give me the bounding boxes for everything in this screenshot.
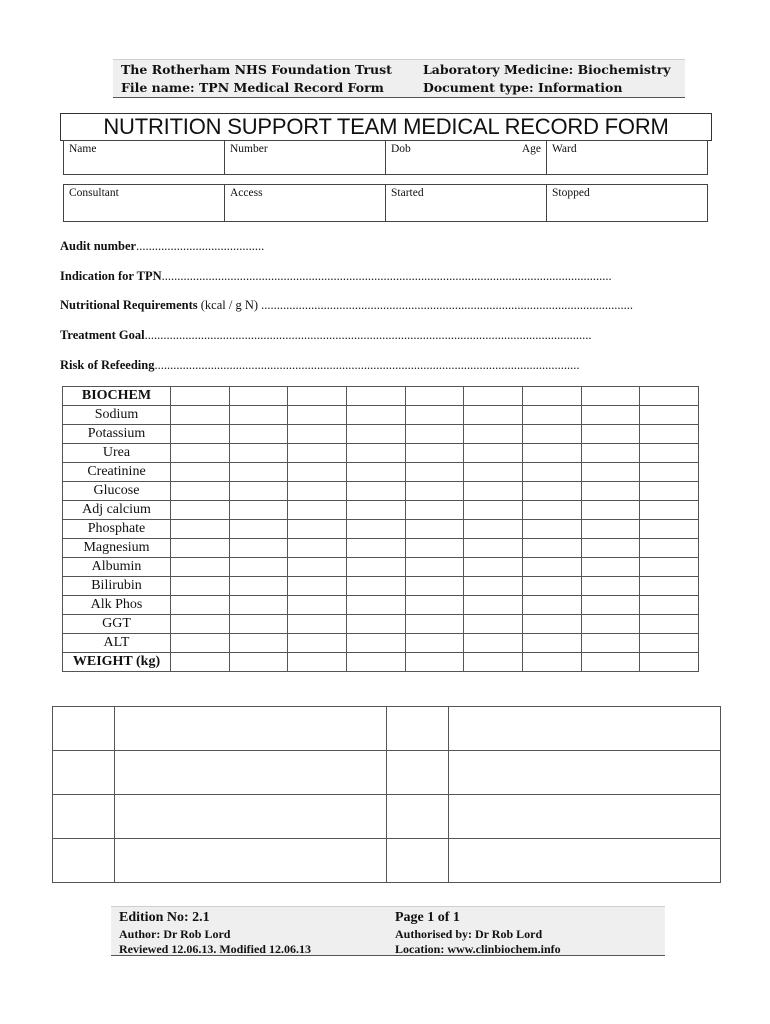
edition-number: Edition No: 2.1 xyxy=(119,910,210,925)
biochem-value-cell[interactable] xyxy=(464,596,523,615)
biochem-value-cell[interactable] xyxy=(405,615,464,634)
biochem-value-cell[interactable] xyxy=(346,501,405,520)
biochem-row xyxy=(63,653,699,672)
biochem-row xyxy=(63,615,699,634)
biochem-value-cell[interactable] xyxy=(288,425,347,444)
biochem-header: BIOCHEM xyxy=(63,387,171,406)
dob-label: Dob xyxy=(391,143,411,155)
biochem-value-cell[interactable] xyxy=(171,596,230,615)
notes-date-cell[interactable] xyxy=(53,839,115,883)
biochem-value-cell[interactable] xyxy=(640,653,699,672)
biochem-value-cell[interactable] xyxy=(405,387,464,406)
name-field[interactable] xyxy=(64,141,225,175)
biochem-value-cell[interactable] xyxy=(229,596,288,615)
access-field[interactable] xyxy=(225,185,386,222)
biochem-value-cell[interactable] xyxy=(288,539,347,558)
biochem-value-cell[interactable] xyxy=(229,425,288,444)
biochem-value-cell[interactable] xyxy=(581,558,640,577)
biochem-row xyxy=(63,539,699,558)
biochem-value-cell[interactable] xyxy=(171,425,230,444)
biochem-value-cell[interactable] xyxy=(288,634,347,653)
risk-of-refeeding-line[interactable] xyxy=(60,357,579,373)
notes-row xyxy=(53,839,721,883)
biochem-value-cell[interactable] xyxy=(288,615,347,634)
biochem-value-cell[interactable] xyxy=(229,653,288,672)
biochem-value-cell[interactable] xyxy=(346,425,405,444)
notes-entry-cell[interactable] xyxy=(115,751,387,795)
notes-date-cell[interactable] xyxy=(387,795,449,839)
biochem-value-cell[interactable] xyxy=(464,482,523,501)
biochem-value-cell[interactable] xyxy=(464,444,523,463)
biochem-value-cell[interactable] xyxy=(405,634,464,653)
biochem-value-cell[interactable] xyxy=(522,387,581,406)
document-footer xyxy=(111,906,665,956)
biochem-value-cell[interactable] xyxy=(229,501,288,520)
biochem-value-cell[interactable] xyxy=(464,577,523,596)
biochem-value-cell[interactable] xyxy=(464,558,523,577)
notes-entry-cell[interactable] xyxy=(115,707,387,751)
biochem-value-cell[interactable] xyxy=(346,463,405,482)
biochem-value-cell[interactable] xyxy=(405,425,464,444)
patient-info-table-2 xyxy=(63,184,708,222)
biochem-value-cell[interactable] xyxy=(640,539,699,558)
notes-row xyxy=(53,707,721,751)
audit-number-line[interactable] xyxy=(60,238,264,254)
biochem-row-label: Urea xyxy=(63,444,171,463)
footer-right xyxy=(395,909,561,957)
nutritional-requirements-line[interactable] xyxy=(60,297,633,313)
indication-dots: ................................................................................................................................................ xyxy=(161,269,612,283)
biochem-value-cell[interactable] xyxy=(288,387,347,406)
biochem-value-cell[interactable] xyxy=(522,615,581,634)
biochem-value-cell[interactable] xyxy=(171,501,230,520)
biochem-value-cell[interactable] xyxy=(288,463,347,482)
biochem-value-cell[interactable] xyxy=(581,634,640,653)
biochem-value-cell[interactable] xyxy=(522,463,581,482)
dob-field[interactable] xyxy=(386,141,547,175)
author: Author: Dr Rob Lord xyxy=(119,927,231,941)
treatment-goal-label: Treatment Goal xyxy=(60,328,145,342)
biochem-value-cell[interactable] xyxy=(640,558,699,577)
document-type: Document type: Information xyxy=(423,80,623,95)
biochem-value-cell[interactable] xyxy=(346,596,405,615)
biochem-row-label: Phosphate xyxy=(63,520,171,539)
biochem-value-cell[interactable] xyxy=(522,520,581,539)
biochem-value-cell[interactable] xyxy=(522,425,581,444)
biochem-value-cell[interactable] xyxy=(464,501,523,520)
biochem-value-cell[interactable] xyxy=(171,653,230,672)
biochem-value-cell[interactable] xyxy=(640,425,699,444)
biochem-row-label: Magnesium xyxy=(63,539,171,558)
biochem-value-cell[interactable] xyxy=(229,520,288,539)
name-label: Name xyxy=(69,143,97,155)
started-label: Started xyxy=(391,187,424,199)
biochem-row-label: Potassium xyxy=(63,425,171,444)
biochem-value-cell[interactable] xyxy=(405,577,464,596)
biochem-value-cell[interactable] xyxy=(229,558,288,577)
biochem-value-cell[interactable] xyxy=(405,520,464,539)
biochem-value-cell[interactable] xyxy=(346,444,405,463)
biochem-value-cell[interactable] xyxy=(171,634,230,653)
biochem-row-label: GGT xyxy=(63,615,171,634)
biochem-value-cell[interactable] xyxy=(640,577,699,596)
age-label: Age xyxy=(521,143,541,155)
notes-date-cell[interactable] xyxy=(387,707,449,751)
biochem-row-label: Bilirubin xyxy=(63,577,171,596)
notes-date-cell[interactable] xyxy=(387,839,449,883)
consultant-label: Consultant xyxy=(69,187,119,199)
biochem-value-cell[interactable] xyxy=(171,444,230,463)
biochem-value-cell[interactable] xyxy=(171,539,230,558)
biochem-row-label: ALT xyxy=(63,634,171,653)
biochem-value-cell[interactable] xyxy=(229,444,288,463)
department: Laboratory Medicine: Biochemistry xyxy=(423,62,671,77)
biochem-value-cell[interactable] xyxy=(405,406,464,425)
consultant-field[interactable] xyxy=(64,185,225,222)
biochem-value-cell[interactable] xyxy=(522,577,581,596)
number-field[interactable] xyxy=(225,141,386,175)
biochem-value-cell[interactable] xyxy=(464,425,523,444)
biochem-value-cell[interactable] xyxy=(405,444,464,463)
access-label: Access xyxy=(230,187,263,199)
biochem-row xyxy=(63,558,699,577)
notes-row xyxy=(53,795,721,839)
biochem-value-cell[interactable] xyxy=(522,482,581,501)
notes-date-cell[interactable] xyxy=(387,751,449,795)
biochem-value-cell[interactable] xyxy=(288,596,347,615)
indication-label: Indication for TPN xyxy=(60,269,162,283)
biochem-value-cell[interactable] xyxy=(171,577,230,596)
biochem-value-cell[interactable] xyxy=(464,539,523,558)
biochem-value-cell[interactable] xyxy=(229,539,288,558)
risk-of-refeeding-dots: ........................................................................................................................................ xyxy=(154,358,580,372)
biochem-row-label: Alk Phos xyxy=(63,596,171,615)
biochem-row-label: Adj calcium xyxy=(63,501,171,520)
footer-left xyxy=(119,909,311,957)
biochem-value-cell[interactable] xyxy=(171,406,230,425)
biochem-row xyxy=(63,387,699,406)
audit-number-dots: ......................................... xyxy=(136,239,265,253)
biochem-value-cell[interactable] xyxy=(640,596,699,615)
started-field[interactable] xyxy=(386,185,547,222)
biochem-value-cell[interactable] xyxy=(405,653,464,672)
biochem-row xyxy=(63,482,699,501)
biochem-value-cell[interactable] xyxy=(464,387,523,406)
biochem-value-cell[interactable] xyxy=(288,501,347,520)
biochem-value-cell[interactable] xyxy=(346,520,405,539)
biochem-value-cell[interactable] xyxy=(522,444,581,463)
notes-date-cell[interactable] xyxy=(53,751,115,795)
biochem-row xyxy=(63,596,699,615)
notes-table xyxy=(52,706,721,883)
biochem-value-cell[interactable] xyxy=(288,444,347,463)
biochem-value-cell[interactable] xyxy=(288,577,347,596)
biochem-value-cell[interactable] xyxy=(464,520,523,539)
biochem-value-cell[interactable] xyxy=(640,520,699,539)
biochem-value-cell[interactable] xyxy=(581,425,640,444)
biochem-row-label: Albumin xyxy=(63,558,171,577)
biochem-value-cell[interactable] xyxy=(581,463,640,482)
biochem-value-cell[interactable] xyxy=(640,387,699,406)
biochem-value-cell[interactable] xyxy=(640,615,699,634)
weight-label: WEIGHT (kg) xyxy=(63,653,171,672)
biochem-value-cell[interactable] xyxy=(346,406,405,425)
notes-date-cell[interactable] xyxy=(53,707,115,751)
biochem-value-cell[interactable] xyxy=(171,520,230,539)
biochem-row xyxy=(63,463,699,482)
biochem-row xyxy=(63,501,699,520)
biochem-value-cell[interactable] xyxy=(464,406,523,425)
biochem-row xyxy=(63,520,699,539)
biochem-row-label: Glucose xyxy=(63,482,171,501)
biochem-value-cell[interactable] xyxy=(581,539,640,558)
biochem-value-cell[interactable] xyxy=(640,463,699,482)
ward-field[interactable] xyxy=(547,141,708,175)
biochem-value-cell[interactable] xyxy=(522,634,581,653)
biochem-value-cell[interactable] xyxy=(640,444,699,463)
biochem-value-cell[interactable] xyxy=(229,482,288,501)
stopped-label: Stopped xyxy=(552,187,590,199)
biochem-row-label: Sodium xyxy=(63,406,171,425)
biochem-value-cell[interactable] xyxy=(346,387,405,406)
biochem-value-cell[interactable] xyxy=(405,539,464,558)
biochem-value-cell[interactable] xyxy=(522,406,581,425)
header-right xyxy=(423,61,671,97)
biochem-row xyxy=(63,444,699,463)
biochem-table xyxy=(62,386,699,672)
biochem-row xyxy=(63,577,699,596)
header-left xyxy=(121,61,392,97)
biochem-value-cell[interactable] xyxy=(581,482,640,501)
biochem-value-cell[interactable] xyxy=(640,482,699,501)
biochem-row xyxy=(63,634,699,653)
biochem-value-cell[interactable] xyxy=(464,463,523,482)
biochem-value-cell[interactable] xyxy=(346,482,405,501)
treatment-goal-dots: ............................................................................................................................................... xyxy=(144,328,592,342)
biochem-value-cell[interactable] xyxy=(581,653,640,672)
biochem-value-cell[interactable] xyxy=(229,577,288,596)
biochem-value-cell[interactable] xyxy=(581,615,640,634)
audit-number-label: Audit number xyxy=(60,239,137,253)
biochem-value-cell[interactable] xyxy=(640,406,699,425)
biochem-value-cell[interactable] xyxy=(405,463,464,482)
form-title: NUTRITION SUPPORT TEAM MEDICAL RECORD FORM xyxy=(60,113,712,141)
biochem-value-cell[interactable] xyxy=(346,577,405,596)
biochem-value-cell[interactable] xyxy=(581,577,640,596)
biochem-value-cell[interactable] xyxy=(288,520,347,539)
biochem-value-cell[interactable] xyxy=(640,501,699,520)
notes-date-cell[interactable] xyxy=(53,795,115,839)
authorised-by: Authorised by: Dr Rob Lord xyxy=(395,927,543,941)
biochem-value-cell[interactable] xyxy=(229,615,288,634)
biochem-value-cell[interactable] xyxy=(581,406,640,425)
biochem-value-cell[interactable] xyxy=(171,463,230,482)
ward-label: Ward xyxy=(552,143,577,155)
patient-info-table-1 xyxy=(63,140,708,175)
biochem-row xyxy=(63,425,699,444)
file-name: File name: TPN Medical Record Form xyxy=(121,80,384,95)
biochem-value-cell[interactable] xyxy=(288,406,347,425)
review-dates: Reviewed 12.06.13. Modified 12.06.13 xyxy=(119,942,311,956)
notes-entry-cell[interactable] xyxy=(449,795,721,839)
biochem-value-cell[interactable] xyxy=(346,653,405,672)
risk-of-refeeding-label: Risk of Refeeding xyxy=(60,358,155,372)
biochem-value-cell[interactable] xyxy=(346,634,405,653)
document-header xyxy=(113,59,685,98)
nutritional-requirements-unit: (kcal / g N) xyxy=(200,298,259,312)
biochem-value-cell[interactable] xyxy=(171,482,230,501)
biochem-value-cell[interactable] xyxy=(522,596,581,615)
notes-entry-cell[interactable] xyxy=(449,751,721,795)
biochem-row-label: Creatinine xyxy=(63,463,171,482)
biochem-value-cell[interactable] xyxy=(229,406,288,425)
biochem-value-cell[interactable] xyxy=(171,615,230,634)
biochem-value-cell[interactable] xyxy=(581,520,640,539)
nutritional-requirements-dots: ....................................................................................................................... xyxy=(258,298,634,312)
biochem-value-cell[interactable] xyxy=(405,596,464,615)
biochem-value-cell[interactable] xyxy=(171,558,230,577)
biochem-value-cell[interactable] xyxy=(346,539,405,558)
trust-name: The Rotherham NHS Foundation Trust xyxy=(121,62,392,77)
location: Location: www.clinbiochem.info xyxy=(395,942,561,956)
biochem-value-cell[interactable] xyxy=(346,615,405,634)
biochem-value-cell[interactable] xyxy=(229,463,288,482)
biochem-value-cell[interactable] xyxy=(581,596,640,615)
biochem-value-cell[interactable] xyxy=(464,634,523,653)
notes-entry-cell[interactable] xyxy=(115,795,387,839)
biochem-value-cell[interactable] xyxy=(346,558,405,577)
biochem-value-cell[interactable] xyxy=(405,501,464,520)
biochem-value-cell[interactable] xyxy=(581,387,640,406)
biochem-value-cell[interactable] xyxy=(581,444,640,463)
indication-line[interactable] xyxy=(60,268,612,284)
biochem-value-cell[interactable] xyxy=(229,634,288,653)
page-number: Page 1 of 1 xyxy=(395,910,460,925)
treatment-goal-line[interactable] xyxy=(60,327,591,343)
stopped-field[interactable] xyxy=(547,185,708,222)
biochem-value-cell[interactable] xyxy=(229,387,288,406)
biochem-value-cell[interactable] xyxy=(288,558,347,577)
biochem-value-cell[interactable] xyxy=(522,653,581,672)
notes-entry-cell[interactable] xyxy=(115,839,387,883)
notes-entry-cell[interactable] xyxy=(449,839,721,883)
biochem-value-cell[interactable] xyxy=(464,615,523,634)
biochem-value-cell[interactable] xyxy=(640,634,699,653)
number-label: Number xyxy=(230,143,268,155)
biochem-value-cell[interactable] xyxy=(522,539,581,558)
biochem-value-cell[interactable] xyxy=(405,558,464,577)
biochem-value-cell[interactable] xyxy=(405,482,464,501)
biochem-row xyxy=(63,406,699,425)
biochem-value-cell[interactable] xyxy=(464,653,523,672)
notes-entry-cell[interactable] xyxy=(449,707,721,751)
biochem-value-cell[interactable] xyxy=(581,501,640,520)
biochem-value-cell[interactable] xyxy=(522,501,581,520)
notes-row xyxy=(53,751,721,795)
biochem-value-cell[interactable] xyxy=(288,482,347,501)
biochem-value-cell[interactable] xyxy=(171,387,230,406)
biochem-value-cell[interactable] xyxy=(522,558,581,577)
biochem-value-cell[interactable] xyxy=(288,653,347,672)
nutritional-requirements-label: Nutritional Requirements xyxy=(60,298,198,312)
